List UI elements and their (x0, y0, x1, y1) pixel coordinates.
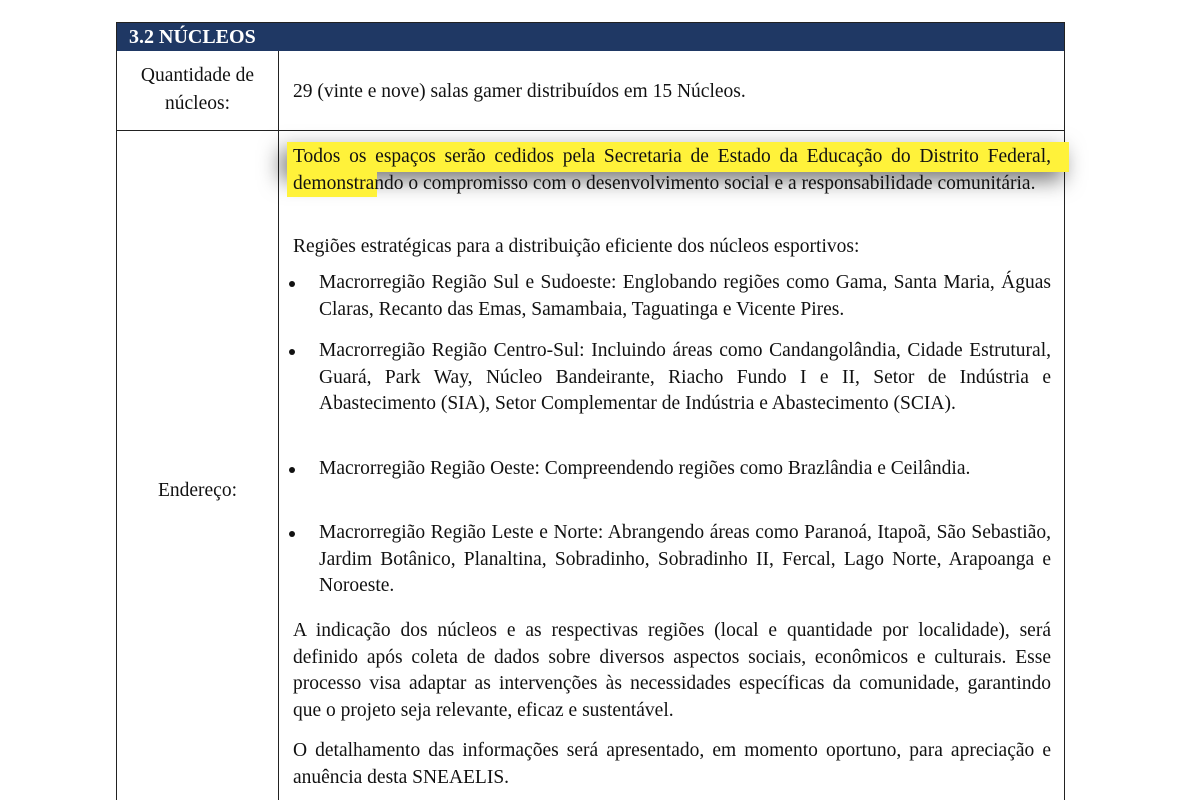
bullet-icon (289, 349, 295, 355)
bullet-icon (289, 281, 295, 287)
highlighted-text: Todos os espaços serão cedidos pela Secretaria de Estado da Educação do Distrito Federal, (293, 146, 1051, 167)
endereco-label: Endereço: (157, 480, 238, 501)
indicacao-paragraph: A indicação dos núcleos e as respectivas regiões (local e quantidade por localidade), será definido após coleta de dados sobre diversos aspectos sociais, econômicos e culturais. Esse processo visa adaptar as intervenções às necessidades específicas da comunidade, garantindo que o projeto seja relevante, eficaz e sustentável. (293, 620, 1051, 721)
intro-paragraph (293, 144, 1051, 197)
list-item (319, 270, 1051, 323)
column-divider (278, 51, 279, 800)
list-item-text: Macrorregião Região Oeste: Compreendendo regiões como Brazlândia e Ceilândia. (319, 458, 971, 479)
list-item (319, 520, 1051, 600)
nucleos-table (116, 22, 1065, 800)
list-item-text: Macrorregião Região Sul e Sudoeste: Englobando regiões como Gama, Santa Maria, Águas Claras, Recanto das Emas, Samambaia, Taguatinga e Vicente Pires. (319, 272, 1051, 320)
regions-intro: Regiões estratégicas para a distribuição eficiente dos núcleos esportivos: (293, 236, 860, 257)
section-title: 3.2 NÚCLEOS (117, 22, 1064, 51)
list-item-text: Macrorregião Região Centro-Sul: Incluindo áreas como Candangolândia, Cidade Estrutural, Guará, Park Way, Núcleo Bandeirante, Riacho Fundo I e II, Setor de Indústria e Abastecimento (SIA), Setor Complementar de Indústria e Abastecimento (SCIA). (319, 340, 1051, 414)
quantidade-label: Quantidade de núcleos: (140, 65, 255, 114)
bullet-icon (289, 467, 295, 473)
intro-rest-text: demonstrando o compromisso com o desenvolvimento social e a responsabilidade comunitária. (293, 172, 1036, 194)
bullet-icon (289, 531, 295, 537)
list-item (319, 338, 1051, 418)
list-item-text: Macrorregião Região Leste e Norte: Abrangendo áreas como Paranoá, Itapoã, São Sebastião, Jardim Botânico, Planaltina, Sobradinho, Sobradinho II, Fercal, Lago Norte, Arapoanga e Noroeste. (319, 522, 1051, 596)
row-divider (117, 130, 1064, 131)
list-item (319, 456, 1051, 483)
detalhamento-paragraph: O detalhamento das informações será apresentado, em momento oportuno, para apreciação e anuência desta SNEAELIS. (293, 740, 1051, 788)
quantidade-value: 29 (vinte e nove) salas gamer distribuídos em 15 Núcleos. (293, 81, 746, 102)
